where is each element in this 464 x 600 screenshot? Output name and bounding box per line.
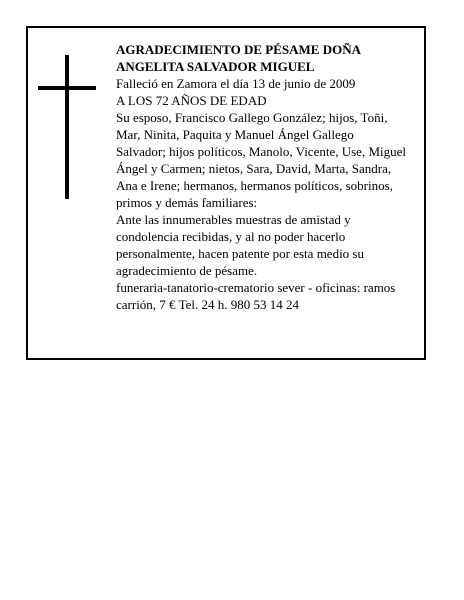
- notice-title: AGRADECIMIENTO DE PÉSAME DOÑA ANGELITA SALVADOR MIGUEL: [116, 42, 361, 74]
- age-line: A LOS 72 AÑOS DE EDAD: [116, 93, 267, 108]
- thanks-paragraph: Ante las innumerables muestras de amistad y condolencia recibidas, y al no poder hacerlo personalmente, hacen patente por esta medio su agradecimiento de pésame.: [116, 212, 364, 278]
- funeral-home-info: funeraria-tanatorio-crematorio sever - oficinas: ramos carrión, 7 € Tel. 24 h. 980 53 14 24: [116, 280, 396, 312]
- notice-text: [116, 41, 406, 313]
- death-line: Falleció en Zamora el día 13 de junio de 2009: [116, 76, 356, 91]
- obituary-notice: [26, 26, 426, 360]
- cross-vertical-bar: [65, 55, 69, 199]
- cross-horizontal-bar: [38, 86, 96, 90]
- cross-icon: [38, 55, 96, 199]
- family-paragraph: Su esposo, Francisco Gallego González; hijos, Toñi, Mar, Ninita, Paquita y Manuel Ángel Gallego Salvador; hijos políticos, Manolo, Vicente, Use, Miguel Ángel y Carmen; nietos, Sara, David, Marta, Sandra, Ana e Irene; hermanos, hermanos políticos, sobrinos, primos y demás familiares:: [116, 110, 406, 210]
